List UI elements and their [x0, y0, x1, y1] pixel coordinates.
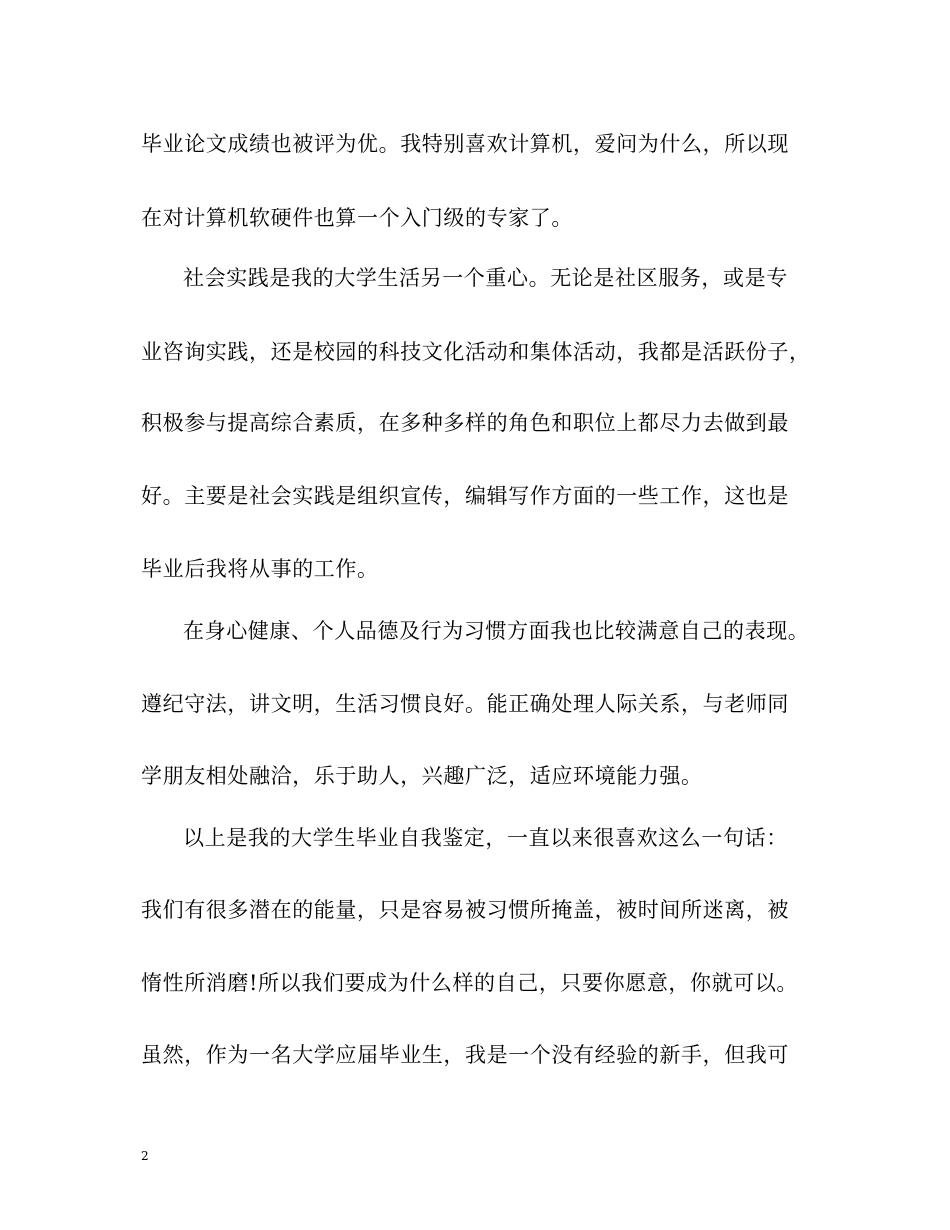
text-line: 业咨询实践，还是校园的科技文化活动和集体活动，我都是活跃份子， — [141, 340, 811, 364]
text-line: 积极参与提高综合素质，在多种多样的角色和职位上都尽力去做到最 — [141, 411, 789, 435]
text-line: 遵纪守法，讲文明，生活习惯良好。能正确处理人际关系，与老师同 — [141, 692, 789, 716]
text-line: 学朋友相处融洽，乐于助人，兴趣广泛，适应环境能力强。 — [141, 764, 703, 788]
text-line: 好。主要是社会实践是组织宣传，编辑写作方面的一些工作，这也是 — [141, 484, 789, 508]
text-line: 惰性所消磨!所以我们要成为什么样的自己，只要你愿意，你就可以。 — [141, 971, 799, 995]
paragraph-start-line: 以上是我的大学生毕业自我鉴定，一直以来很喜欢这么一句话： — [183, 826, 788, 850]
text-line: 虽然，作为一名大学应届毕业生，我是一个没有经验的新手，但我可 — [141, 1043, 789, 1067]
text-line: 毕业论文成绩也被评为优。我特别喜欢计算机，爱问为什么，所以现 — [141, 132, 789, 156]
paragraph-start-line: 社会实践是我的大学生活另一个重心。无论是社区服务，或是专 — [183, 266, 788, 290]
page-number: 2 — [141, 1149, 149, 1163]
text-line: 我们有很多潜在的能量，只是容易被习惯所掩盖，被时间所迷离，被 — [141, 898, 789, 922]
paragraph-start-line: 在身心健康、个人品德及行为习惯方面我也比较满意自己的表现。 — [183, 619, 810, 643]
text-line: 毕业后我将从事的工作。 — [141, 557, 379, 581]
text-line: 在对计算机软硬件也算一个入门级的专家了。 — [141, 206, 573, 230]
